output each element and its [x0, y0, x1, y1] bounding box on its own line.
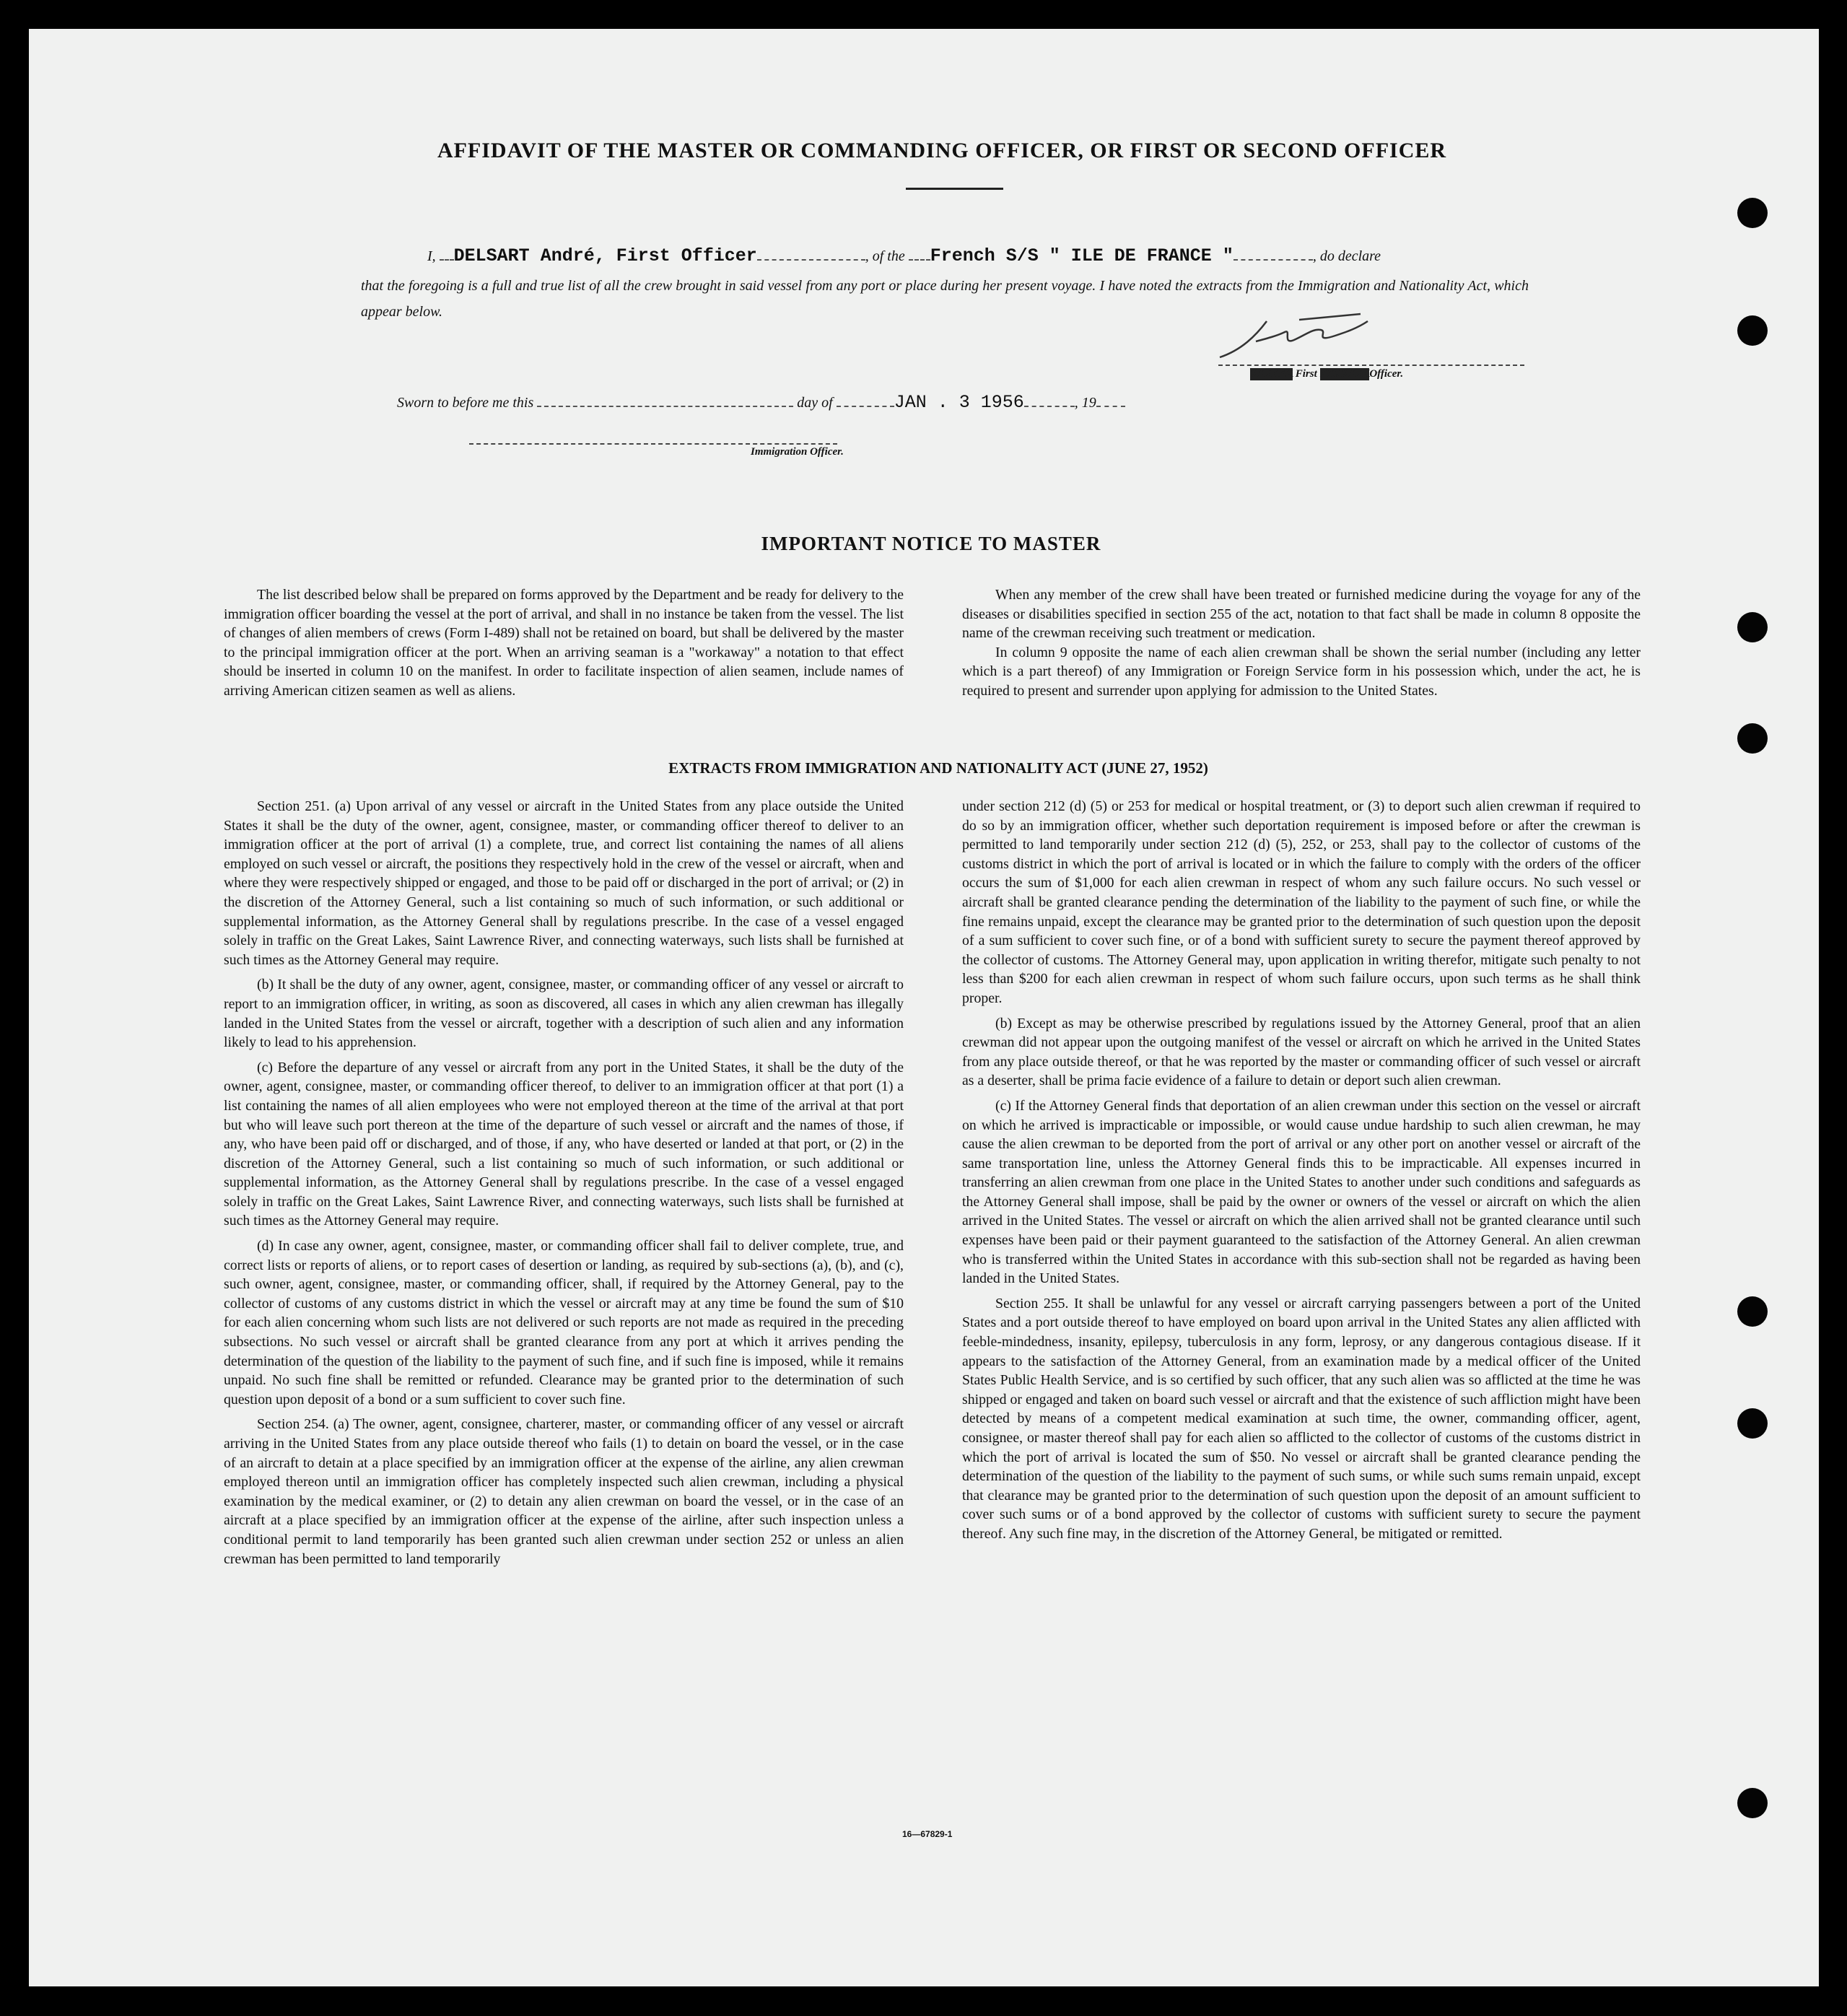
- punch-hole: [1737, 1788, 1768, 1818]
- fill-line: [1024, 406, 1075, 407]
- extracts-title: EXTRACTS FROM IMMIGRATION AND NATIONALITY ACT (JUNE 27, 1952): [668, 759, 1208, 777]
- affidavit-statement: that the foregoing is a full and true list of all the crew brought in said vessel from any port or place during her present voyage. I have noted the extracts from the Immigration and Nationality Act, which appear below.: [361, 278, 1529, 320]
- notice-paragraph: When any member of the crew shall have been treated or furnished medicine during the voyage for any of the diseases or disabilities specified in section 255 of the act, notation to that fact shall be made in column 8 opposite the name of the crewman receiving such treatment or medication.: [962, 587, 1641, 642]
- punch-hole: [1737, 723, 1768, 754]
- fill-line: [757, 259, 865, 261]
- act-paragraph: Section 254. (a) The owner, agent, consignee, charterer, master, or commanding officer of any vessel or aircraft arriving in the United States from any place outside thereof who fails (1) to detain on board the vessel, or in the case of an aircraft to detain at a place specified by an immigration officer at the expense of the airline, any alien crewman employed thereon until an immigration officer has completely inspected such alien crewman, including a physical examination by the medical examiner, or (2) to detain any alien crewman on board the vessel, or in the case of an aircraft at a place specified by an immigration officer at the expense of the airline, after such inspection unless a conditional permit to land temporarily has been granted such alien crewman under section 252 or unless an alien crewman has been permitted to land temporarily: [224, 1416, 904, 1567]
- first-label: First: [1295, 368, 1317, 380]
- title-divider: [906, 188, 1003, 190]
- notice-right-column: [962, 585, 1641, 707]
- struck-text: XXXXXX: [1250, 368, 1293, 380]
- act-paragraph: (c) If the Attorney General finds that deportation of an alien crewman under this section on the vessel or aircraft on which he arrived is impracticable or impossible, or would cause undue hardship to such alien crewman, he may cause the alien crewman to be deported from the port of arrival or any other port on another vessel or aircraft of the same transportation line, unless the Attorney General finds this to be impracticable. All expenses incurred in transferring an alien crewman from one place in the United States to another under such conditions and safeguards as the Attorney General shall impose, shall be paid by the owner or owners of the vessel or aircraft on which the alien arrived in the United States. The vessel or aircraft on which the alien arrived shall not be granted clearance until such expenses have been paid or their payment guaranteed to the satisfaction of the Attorney General. An alien crewman who is transferred within the United States in accordance with this sub-section shall not be regarded as having been landed in the United States.: [962, 1097, 1641, 1287]
- act-paragraph: Section 251. (a) Upon arrival of any vessel or aircraft in the United States from any place outside the United States it shall be the duty of the owner, agent, consignee, master, or commanding officer thereof to deliver to an immigration officer at the port of arrival (1) a complete, true, and correct list containing the names of all aliens employed on such vessel or aircraft, the positions they respectively hold in the crew of the vessel or aircraft, when and where they were respectively shipped or engaged, and those to be paid off or discharged in the port of arrival; or (2) in the discretion of the Attorney General, such a list containing so much of such information, or such additional or supplemental information, as the Attorney General shall by regulations prescribe. In the case of a vessel engaged solely in traffic on the Great Lakes, Saint Lawrence River, and connecting waterways, such lists shall be furnished at such times as the Attorney General may require.: [224, 798, 904, 968]
- fill-line: [909, 259, 930, 261]
- act-paragraph: under section 212 (d) (5) or 253 for medical or hospital treatment, or (3) to deport such alien crewman if required to do so by an immigration officer, whether such deportation requirement is imposed before or after the crewman is permitted to land temporarily under section 212 (d) (5), 252, or 253, shall pay to the collector of customs of the customs district in which the port of arrival is located or in which the failure to comply with the orders of the officer occurs the sum of $1,000 for each alien crewman in respect of whom any such failure occurs. No such vessel or aircraft shall be granted clearance pending the determination of the liability to the payment of such fine, or while the fine remains unpaid, except the clearance may be granted prior to the determination of such question upon the deposit of a sum sufficient to cover such fine, or of a bond with sufficient surety to secure the payment thereof approved by the collector of customs. The Attorney General may, upon application in writing therefor, mitigate such penalty to not less than $200 for each alien crewman in respect of whom such failure occurs, upon such terms as he shall think proper.: [962, 798, 1641, 1006]
- act-paragraph: (b) It shall be the duty of any owner, agent, consignee, master, or commanding officer of any vessel or aircraft to report to an immigration officer, in writing, as soon as discovered, all cases in which any alien crewman has illegally landed in the United States from the vessel or aircraft, together with a description of such alien and any information likely to lead to his apprehension.: [224, 977, 904, 1051]
- sworn-label: Sworn to before me this: [397, 395, 534, 411]
- officer-label: Officer.: [1369, 368, 1404, 380]
- signature-line: [1218, 365, 1524, 366]
- officer-title-label: [1250, 368, 1403, 380]
- sworn-line: [397, 392, 1125, 413]
- of-the-label: , of the: [865, 248, 905, 264]
- immigration-officer-label: Immigration Officer.: [751, 446, 844, 458]
- do-declare-label: , do declare: [1312, 248, 1381, 264]
- struck-text: XXXXXXX: [1319, 368, 1370, 380]
- immigration-officer-line: [469, 443, 837, 445]
- officer-signature: [1213, 307, 1379, 365]
- fill-line: [537, 406, 793, 407]
- act-paragraph: (b) Except as may be otherwise prescribed by regulations issued by the Attorney General, proof that an alien crewman did not appear upon the outgoing manifest of the vessel or aircraft on which he arrived in the United States from any place outside thereof, or that he was reported by the master or commanding officer of such vessel or aircraft as a deserter, shall be prima facie evidence of a failure to detain or deport such alien crewman.: [962, 1015, 1641, 1089]
- punch-hole: [1737, 1408, 1768, 1439]
- act-paragraph: Section 255. It shall be unlawful for any vessel or aircraft carrying passengers between a port of the United States and a port outside thereof to have employed on board upon arrival in the United States any alien afflicted with feeble-mindedness, insanity, epilepsy, tuberculosis in any form, leprosy, or any dangerous contagious disease. If it appears to the satisfaction of the Attorney General, from an examination made by a medical officer of the United States Public Health Service, and is so certified by such officer, that any such alien was so afflicted at the time he was shipped or engaged and taken on board such vessel or aircraft and that the existence of such affliction might have been detected by means of a competent medical examination at such time, the owner, commanding officer, agent, consignee, or master thereof shall pay for each alien so afflicted to the collector of customs of the customs district in which the port of arrival is located the sum of $50. No vessel or aircraft shall be granted clearance pending the determination of the question of the liability to the payment of such sums, or while such sums remain unpaid, except that clearance may be granted prior to the determination of such question upon the deposit of an amount sufficient to cover such sums or of a bond approved by the collector of customs with sufficient surety to secure the payment thereof. Any such fine may, in the discretion of the Attorney General, be mitigated or remitted.: [962, 1295, 1641, 1542]
- document-page: [29, 29, 1819, 1986]
- punch-hole: [1737, 612, 1768, 642]
- notice-title: IMPORTANT NOTICE TO MASTER: [761, 533, 1101, 554]
- act-paragraph: (d) In case any owner, agent, consignee, master, or commanding officer shall fail to deliver complete, true, and correct lists or reports of aliens, or to report cases of desertion or landing, as required by sub-sections (a), (b), and (c), such owner, agent, consignee, master, or commanding officer, shall, if required by the Attorney General, pay to the collector of customs of any customs district in which the vessel or aircraft may at any time be found the sum of $10 for each alien concerning whom such lists are not delivered or such reports are not made as required in the preceding subsections. No such vessel or aircraft shall be granted clearance from any port at which it arrives pending the determination of the question of the liability to the payment of such fine, and if such fine is imposed, while it remains unpaid. No such fine shall be remitted or refunded. Clearance may be granted prior to the determination of such question upon deposit of a bond or a sum sufficient to cover such fine.: [224, 1238, 904, 1408]
- fill-line: [837, 406, 894, 407]
- notice-paragraph: In column 9 opposite the name of each alien crewman shall be shown the serial number (including any letter which is a part thereof) of any Immigration or Foreign Service form in his possession which, under the act, he is required to present and surrender upon applying for admission to the United States.: [962, 644, 1641, 699]
- notice-left-column: [224, 585, 904, 707]
- officer-name-field: DELSART André, First Officer: [453, 245, 757, 266]
- notice-paragraph: The list described below shall be prepared on forms approved by the Department and be ready for delivery to the immigration officer boarding the vessel at the port of arrival, and shall in no instance be taken from the vessel. The list of changes of alien members of crews (Form I-489) shall not be retained on board, but shall be delivered by the master to the principal immigration officer at the port. When an arriving seaman is a "workaway" a notation to that effect should be inserted in column 10 on the manifest. In order to facilitate inspection of alien seamen, include names of arriving American citizen seamen as well as aliens.: [224, 587, 904, 699]
- punch-hole: [1737, 315, 1768, 346]
- fill-line: [440, 259, 454, 261]
- vessel-name-field: French S/S " ILE DE FRANCE ": [930, 245, 1233, 266]
- page-title: AFFIDAVIT OF THE MASTER OR COMMANDING OFFICER, OR FIRST OR SECOND OFFICER: [437, 139, 1447, 162]
- fill-line: [1233, 259, 1313, 261]
- form-number: 16—67829-1: [902, 1829, 953, 1839]
- act-paragraph: (c) Before the departure of any vessel or aircraft from any port in the United States, it shall be the duty of the owner, agent, consignee, master, or commanding officer thereof, to deliver to an immigration officer at that port (1) a list containing the names of all alien employees who were not employed thereon at the time of the arrival at that port but who will leave such port thereon at the time of the departure of such vessel or aircraft and the names of those, if any, who have been paid off or discharged, and of those, if any, who have deserted or landed at that port, or (2) in the discretion of the Attorney General, such a list containing so much of such information, or such additional or supplemental information, as the Attorney General shall by regulations prescribe. In the case of a vessel engaged solely in traffic on the Great Lakes, Saint Lawrence River, and connecting waterways, such lists shall be furnished at such times as the Attorney General may require.: [224, 1059, 904, 1229]
- day-of-label: day of: [797, 395, 833, 411]
- punch-hole: [1737, 1296, 1768, 1327]
- extracts-right-column: [962, 797, 1641, 1550]
- affidavit-i-label: I,: [427, 248, 436, 264]
- extracts-left-column: [224, 797, 904, 1574]
- date-stamp: JAN . 3 1956: [894, 392, 1024, 413]
- affidavit-declaration-line: [427, 245, 1381, 266]
- year-label: , 19: [1074, 395, 1096, 411]
- punch-hole: [1737, 198, 1768, 228]
- fill-line: [1096, 406, 1125, 407]
